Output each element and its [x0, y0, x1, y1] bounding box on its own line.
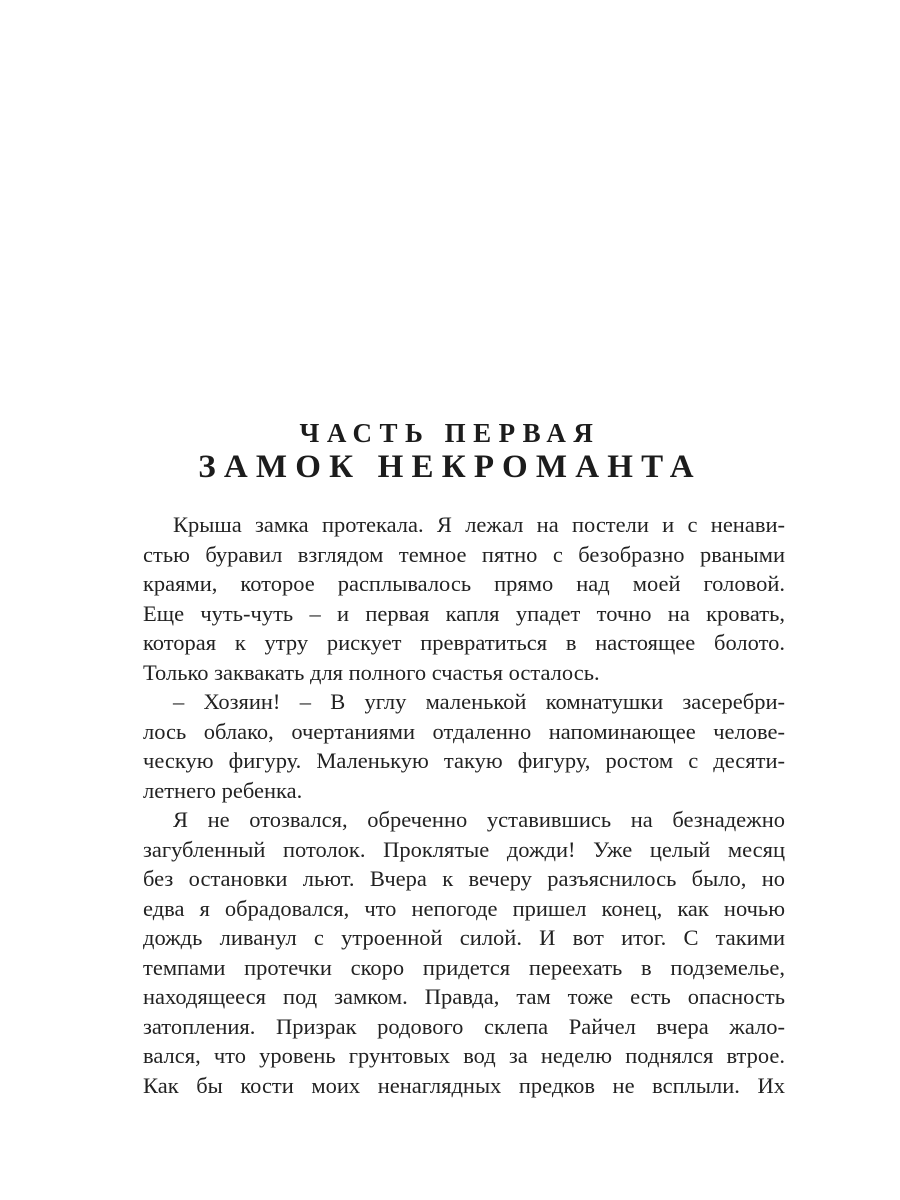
text-line: Я не отозвался, обреченно уставившись на безнадежно	[173, 807, 785, 832]
part-label: ЧАСТЬ ПЕРВАЯ	[299, 418, 601, 448]
text-line: лось облако, очертаниями отдаленно напоминающее челове-	[143, 718, 785, 744]
text-line: едва я обрадовался, что непогоде пришел конец, как ночью	[143, 895, 785, 921]
chapter-title: ЗАМОК НЕКРОМАНТА	[198, 449, 702, 485]
text-line: стью буравил взглядом темное пятно с безобразно рваными	[143, 541, 785, 567]
text-line: которая к утру рискует превратиться в настоящее болото.	[143, 630, 785, 655]
text-line: – Хозяин! – В углу маленькой комнатушки засеребри-	[173, 689, 785, 714]
text-line: загубленный потолок. Проклятые дожди! Уже целый месяц	[143, 836, 785, 862]
text-line: Еще чуть-чуть – и первая капля упадет точно на кровать,	[143, 600, 785, 626]
text-line: Как бы кости моих ненаглядных предков не всплыли. Их	[143, 1072, 785, 1098]
paragraph-2	[143, 687, 785, 805]
body-text	[143, 510, 785, 1100]
text-line: Крыша замка протекала. Я лежал на постели и с ненави-	[173, 512, 785, 537]
text-line: ческую фигуру. Маленькую такую фигуру, ростом с десяти-	[143, 748, 785, 773]
paragraph-1	[143, 510, 785, 687]
text-line: Только заквакать для полного счастья осталось.	[143, 659, 600, 685]
text-line: затопления. Призрак родового склепа Райчел вчера жало-	[143, 1013, 785, 1039]
text-line: темпами протечки скоро придется переехать в подземелье,	[143, 954, 785, 980]
text-line: находящееся под замком. Правда, там тоже есть опасность	[143, 984, 785, 1009]
text-line: без остановки льют. Вчера к вечеру разъяснилось было, но	[143, 866, 785, 891]
paragraph-3	[143, 805, 785, 1100]
text-line: дождь ливанул с утроенной силой. И вот итог. С такими	[143, 925, 785, 950]
text-line: вался, что уровень грунтовых вод за неделю поднялся втрое.	[143, 1043, 785, 1068]
text-line: летнего ребенка.	[143, 777, 303, 803]
text-line: краями, которое расплывалось прямо над моей головой.	[143, 571, 785, 596]
